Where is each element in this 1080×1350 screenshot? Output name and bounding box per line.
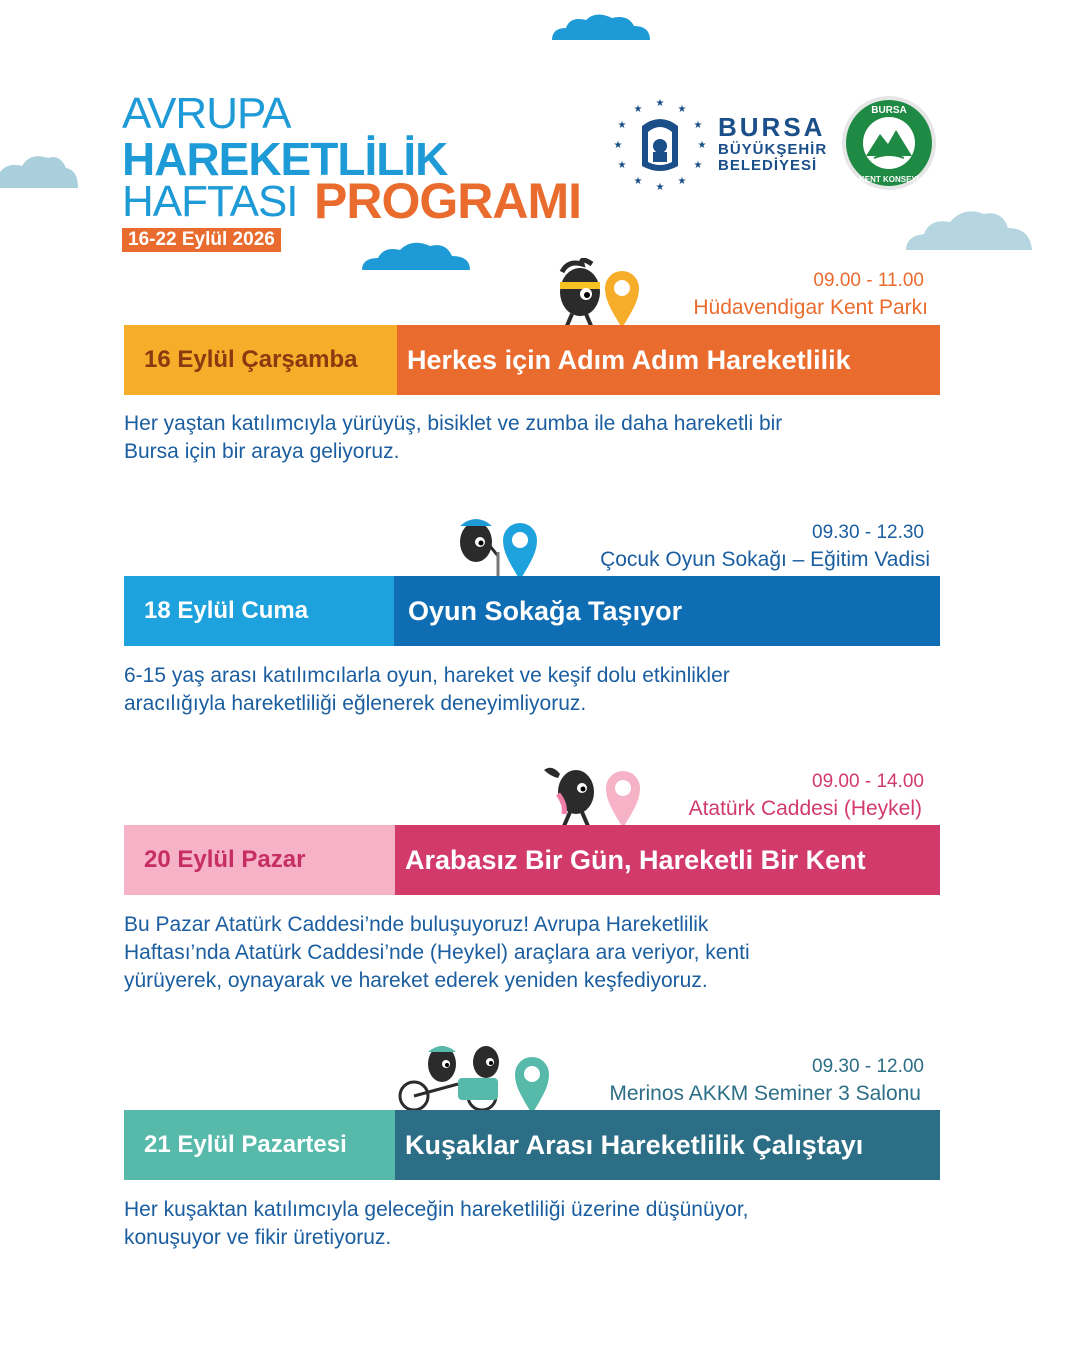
municipality-line-2: BÜYÜKŞEHİR [718,141,828,158]
event-time: 09.30 - 12.30 [812,522,924,543]
event-title: Oyun Sokağa Taşıyor [394,576,940,646]
municipality-line-3: BELEDİYESİ [718,157,818,174]
description-line: yürüyerek, oynayarak ve hareket ederek yeniden keşfediyoruz. [124,969,708,992]
svg-text:★: ★ [655,182,665,192]
svg-text:★: ★ [617,160,627,171]
event-location: Hüdavendigar Kent Parkı [693,296,928,319]
event-time: 09.00 - 11.00 [813,270,924,291]
description-line: Haftası’nda Atatürk Caddesi’nde (Heykel) araçlara ara veriyor, kenti [124,941,750,964]
cloud-decoration [0,152,80,190]
event-description [124,662,954,718]
description-line: Her yaştan katılımcıyla yürüyüş, bisiklet ve zumba ile daha hareketli bir [124,412,783,435]
svg-text:★: ★ [655,98,665,109]
svg-text:KENT KONSEYİ: KENT KONSEYİ [858,175,920,184]
event-bar [124,1110,940,1180]
location-pin-icon [603,268,641,330]
event-time: 09.30 - 12.00 [812,1056,924,1077]
description-line: Her kuşaktan katılımcıyla geleceğin hareketliliği üzerine düşünüyor, [124,1198,749,1221]
event-bar [124,325,940,395]
svg-text:★: ★ [697,140,707,151]
tandem-bike-mascots-icon [396,1040,512,1112]
description-line: Bu Pazar Atatürk Caddesi’nde buluşuyoruz! Avrupa Hareketlilik [124,913,709,936]
cloud-decoration [904,206,1034,252]
event-day: 21 Eylül Pazartesi [124,1110,395,1180]
title-line-3: HAFTASI [122,177,298,226]
svg-text:BURSA: BURSA [871,105,907,116]
svg-text:★: ★ [633,104,643,115]
svg-text:★: ★ [677,176,687,187]
description-line: 6-15 yaş arası katılımcılarla oyun, hareket ve keşif dolu etkinlikler [124,664,730,687]
location-pin-icon [513,1054,551,1116]
svg-text:★: ★ [693,160,703,171]
bursa-municipality-emblem-icon [612,96,708,192]
municipality-line-1: BURSA [718,112,826,142]
description-line: Bursa için bir araya geliyoruz. [124,440,400,463]
date-range-badge: 16-22 Eylül 2026 [122,228,281,252]
svg-text:★: ★ [613,140,623,151]
event-title: Arabasız Bir Gün, Hareketli Bir Kent [395,825,940,895]
svg-text:★: ★ [633,176,643,187]
event-location: Merinos AKKM Seminer 3 Salonu [609,1082,921,1105]
title-program: PROGRAMI [314,173,581,229]
location-pin-icon [604,768,642,830]
location-pin-icon [501,520,539,582]
event-title: Herkes için Adım Adım Hareketlilik [397,325,940,395]
event-description [124,1196,954,1252]
description-line: aracılığıyla hareketliliği eğlenerek deneyimliyoruz. [124,692,587,715]
event-location: Çocuk Oyun Sokağı – Eğitim Vadisi [600,548,930,571]
kent-konseyi-logo-icon [840,94,938,192]
svg-text:★: ★ [677,104,687,115]
event-title: Kuşaklar Arası Hareketlilik Çalıştayı [395,1110,940,1180]
event-day: 18 Eylül Cuma [124,576,394,646]
event-description [124,410,954,466]
cloud-decoration [360,240,472,272]
event-bar [124,576,940,646]
event-time: 09.00 - 14.00 [812,771,924,792]
event-bar [124,825,940,895]
title-line-2: HAREKETLİLİK [122,133,448,185]
event-location: Atatürk Caddesi (Heykel) [688,797,922,820]
event-day: 16 Eylül Çarşamba [124,325,397,395]
event-description [124,911,954,995]
walking-girl-mascot-icon [540,760,610,828]
event-day: 20 Eylül Pazar [124,825,395,895]
municipality-name [718,114,827,173]
title-line-1: AVRUPA [122,89,291,138]
svg-text:★: ★ [693,120,703,131]
cloud-decoration [550,12,652,42]
svg-text:★: ★ [617,120,627,131]
description-line: konuşuyor ve fikir üretiyoruz. [124,1226,392,1249]
